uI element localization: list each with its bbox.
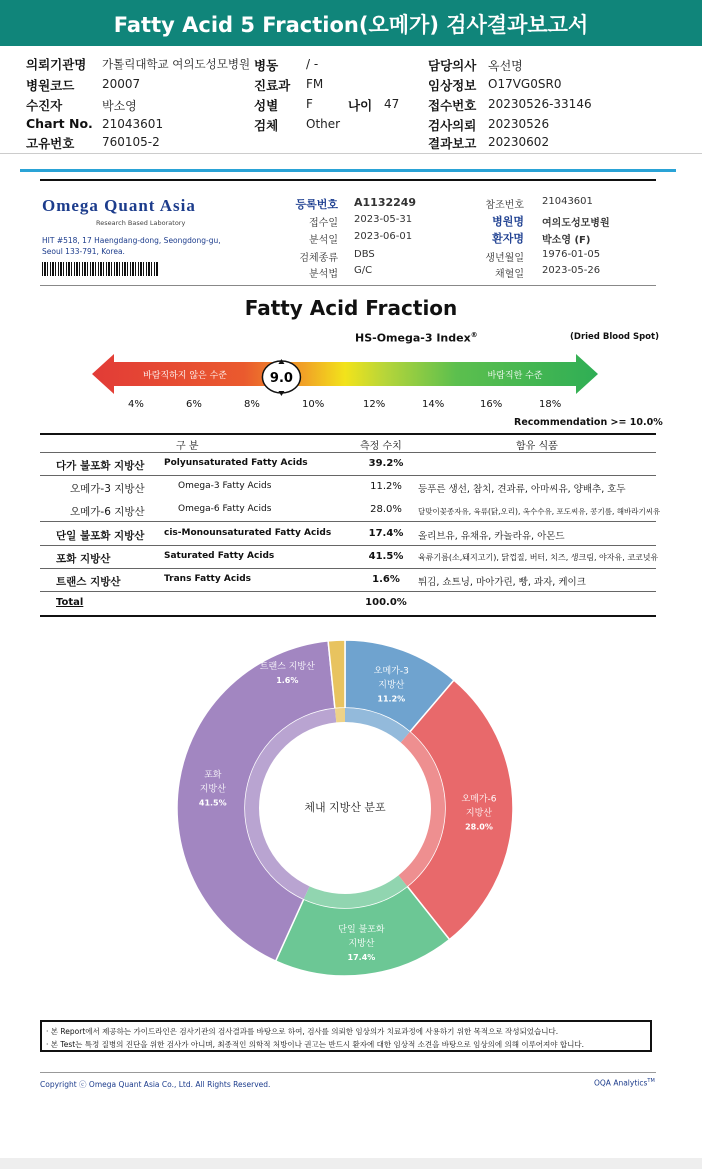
field-value: Other — [306, 117, 341, 131]
row-kr: 다가 불포화 지방산 — [56, 460, 145, 472]
slice-label: 포화 — [204, 770, 222, 781]
row-value: 17.4% — [368, 528, 404, 539]
lab-address-2: Seoul 133-791, Korea. — [42, 247, 125, 256]
header-category: 구 분 — [176, 441, 199, 452]
slice-label: 지방산 — [465, 808, 493, 819]
lab-bottom-border — [40, 285, 656, 286]
field-value: 박소영 — [102, 99, 137, 113]
report-title: Fatty Acid 5 Fraction(오메가) 검사결과보고서 — [0, 0, 702, 46]
field-value: FM — [306, 77, 324, 91]
scale-tick-label: 10% — [302, 399, 325, 410]
row-en: Omega-6 Fatty Acids — [178, 504, 272, 514]
row-kr: 오메가-6 지방산 — [70, 506, 145, 518]
field-label: 병동 — [254, 58, 279, 73]
field-value: 20230602 — [488, 135, 550, 149]
index-title-sup: ® — [470, 331, 478, 339]
footer-rule — [40, 1072, 656, 1073]
row-foods: 육류기름(소,돼지고기), 닭껍질, 버터, 치즈, 생크림, 야자유, 코코넛유 — [418, 553, 659, 562]
field-label: 수진자 — [26, 98, 63, 113]
table-rule — [40, 615, 656, 617]
blue-rule — [20, 169, 676, 172]
meta-label: 분석법 — [309, 269, 338, 280]
row-foods: 등푸른 생선, 참치, 견과류, 아마씨유, 양배추, 호두 — [418, 484, 626, 495]
field-label: 병원코드 — [26, 78, 75, 93]
slice-label: 오메가-6 — [461, 794, 497, 805]
row-en: Trans Fatty Acids — [164, 574, 252, 584]
row-foods: 올리브유, 유채유, 카놀라유, 아몬드 — [418, 531, 565, 542]
row-en: cis-Monounsaturated Fatty Acids — [164, 528, 332, 538]
index-gauge — [90, 352, 602, 400]
scale-tick-label: 12% — [363, 399, 386, 410]
lab-tagline: Research Based Laboratory — [96, 219, 186, 227]
copyright: Copyright ⓒ Omega Quant Asia Co., Ltd. All Rights Reserved. — [40, 1080, 271, 1089]
slice-label: 지방산 — [199, 784, 226, 795]
lab-address-1: HIT #518, 17 Haengdang-dong, Seongdong-gu, — [42, 236, 221, 245]
table-rule — [40, 521, 656, 522]
row-kr: 포화 지방산 — [56, 553, 111, 565]
field-label: 고유번호 — [26, 136, 75, 151]
field-value: O17VG0SR0 — [488, 77, 562, 91]
slice-value-label: 28.0% — [465, 822, 493, 832]
lab-name: Omega Quant Asia — [42, 196, 196, 215]
meta-value: G/C — [354, 265, 373, 276]
meta-value: 2023-05-31 — [354, 214, 413, 225]
recommendation: Recommendation >= 10.0% — [514, 417, 663, 428]
slice-value-label: 1.6% — [276, 676, 299, 686]
scale-tick-label: 4% — [128, 399, 144, 410]
total-value: 100.0% — [365, 597, 407, 608]
barcode — [42, 262, 158, 276]
scale-tick-label: 18% — [539, 399, 562, 410]
field-value: 옥선명 — [488, 59, 523, 73]
meta-value: 21043601 — [542, 196, 593, 207]
disclaimer-line: · 본 Report에서 제공하는 가이드라인은 검사기관의 검사결과를 바탕으로 하여, 검사를 의뢰한 임상의가 치료과정에 사용하기 위한 목적으로 작성되었습니다. — [46, 1027, 559, 1036]
row-value: 28.0% — [370, 504, 402, 515]
field-label: 의뢰기관명 — [26, 57, 87, 72]
row-foods: 달맞이꽃종자유, 육류(닭,오리), 옥수수유, 포도씨유, 콩기름, 해바라기씨유 — [418, 507, 661, 516]
header-value: 측정 수치 — [360, 441, 402, 452]
field-label: 검체 — [254, 118, 279, 133]
field-value: F — [306, 97, 313, 111]
slice-value-label: 41.5% — [198, 798, 227, 808]
disclaimer-line: · 본 Test는 특정 질병의 진단을 위한 검사가 아니며, 최종적인 의학적 처방이나 권고는 반드시 환자에 대한 임상적 소견을 바탕으로 임상의에 의해 이루어져야 합니다. — [46, 1040, 585, 1049]
slice-value-label: 11.2% — [377, 694, 406, 704]
row-foods: 튀김, 쇼트닝, 마아가린, 빵, 과자, 케이크 — [418, 577, 586, 588]
slice-label: 오메가-3 — [373, 666, 409, 677]
field-label: 담당의사 — [428, 58, 477, 73]
field-value: 20007 — [102, 77, 141, 91]
row-value: 41.5% — [368, 551, 404, 562]
row-kr: 단일 불포화 지방산 — [56, 530, 145, 542]
field-value: / - — [306, 57, 319, 71]
total-label: Total — [56, 597, 84, 608]
index-title — [355, 331, 478, 345]
field-value: 47 — [384, 97, 400, 111]
gauge-good-label: 바람직한 수준 — [487, 371, 543, 381]
row-en: Omega-3 Fatty Acids — [178, 481, 272, 491]
meta-label: 참조번호 — [485, 200, 524, 211]
footer-brand-text: OQA Analytics — [594, 1078, 648, 1088]
meta-label: 분석일 — [309, 235, 338, 246]
meta-label: 검체종류 — [299, 253, 338, 264]
field-value: 20230526-33146 — [488, 97, 592, 111]
table-rule — [40, 591, 656, 592]
scale-tick-label: 8% — [244, 399, 260, 410]
slice-label: 지방산 — [348, 938, 375, 949]
table-rule — [40, 475, 656, 476]
disclaimer-box — [40, 1020, 652, 1052]
meta-value: A1132249 — [354, 196, 417, 209]
slice-label: 단일 불포화 — [338, 924, 385, 935]
scale-tick-label: 6% — [186, 399, 202, 410]
slice-label: 트랜스 지방산 — [259, 662, 315, 673]
row-en: Saturated Fatty Acids — [164, 551, 275, 561]
page-bottom-band — [0, 1158, 702, 1169]
field-value: 20230526 — [488, 117, 550, 131]
row-value: 11.2% — [370, 481, 402, 492]
meta-value: 2023-05-26 — [542, 265, 601, 276]
field-value: 21043601 — [102, 117, 164, 131]
field-label: 검사의뢰 — [428, 118, 477, 133]
footer-brand-sup: TM — [647, 1078, 655, 1084]
scale-tick-label: 14% — [422, 399, 445, 410]
outer-slice — [407, 680, 513, 939]
gauge-bad-label: 바람직하지 않은 수준 — [143, 371, 227, 381]
meta-label: 접수일 — [309, 218, 338, 229]
field-label: 임상정보 — [428, 78, 477, 93]
scale-tick-label: 16% — [480, 399, 503, 410]
header-foods: 함유 식품 — [516, 441, 558, 452]
meta-label: 등록번호 — [295, 198, 338, 211]
field-value: 760105-2 — [102, 135, 160, 149]
slice-label: 지방산 — [378, 680, 405, 691]
row-value: 1.6% — [372, 574, 400, 585]
index-title-text: HS-Omega-3 Index — [355, 331, 471, 345]
donut-chart — [140, 630, 560, 1010]
field-label: Chart No. — [26, 116, 93, 131]
row-value: 39.2% — [368, 458, 404, 469]
lab-logo — [42, 196, 196, 216]
section-title: Fatty Acid Fraction — [244, 296, 458, 320]
row-en: Polyunsaturated Fatty Acids — [164, 458, 308, 468]
meta-value: 여의도성모병원 — [542, 218, 610, 229]
gauge-value: 9.0 — [269, 371, 293, 386]
meta-value: 2023-06-01 — [354, 231, 413, 242]
table-rule — [40, 452, 656, 453]
meta-label: 생년월일 — [485, 253, 524, 264]
meta-value: 1976-01-05 — [542, 249, 601, 260]
chart-title: 체내 지방산 분포 — [304, 801, 386, 814]
field-label: 접수번호 — [428, 98, 477, 113]
meta-label: 환자명 — [492, 232, 524, 245]
lab-top-border — [40, 179, 656, 181]
meta-label: 병원명 — [492, 215, 524, 228]
meta-label: 채혈일 — [495, 269, 524, 280]
field-label: 결과보고 — [428, 136, 477, 151]
divider — [0, 153, 702, 154]
table-rule — [40, 433, 656, 435]
meta-value: 박소영 (F) — [542, 235, 591, 246]
meta-value: DBS — [354, 249, 375, 260]
field-label: 성별 — [254, 98, 279, 113]
spot-note: (Dried Blood Spot) — [570, 332, 659, 342]
row-kr: 트랜스 지방산 — [56, 576, 121, 588]
field-value: 가톨릭대학교 여의도성모병원 — [102, 57, 251, 71]
footer-brand — [594, 1078, 655, 1088]
field-label: 나이 — [348, 98, 373, 113]
slice-value-label: 17.4% — [347, 952, 376, 962]
field-label: 진료과 — [254, 78, 291, 93]
table-rule — [40, 545, 656, 546]
table-rule — [40, 568, 656, 569]
inner-slice — [335, 708, 345, 722]
row-kr: 오메가-3 지방산 — [70, 483, 145, 495]
